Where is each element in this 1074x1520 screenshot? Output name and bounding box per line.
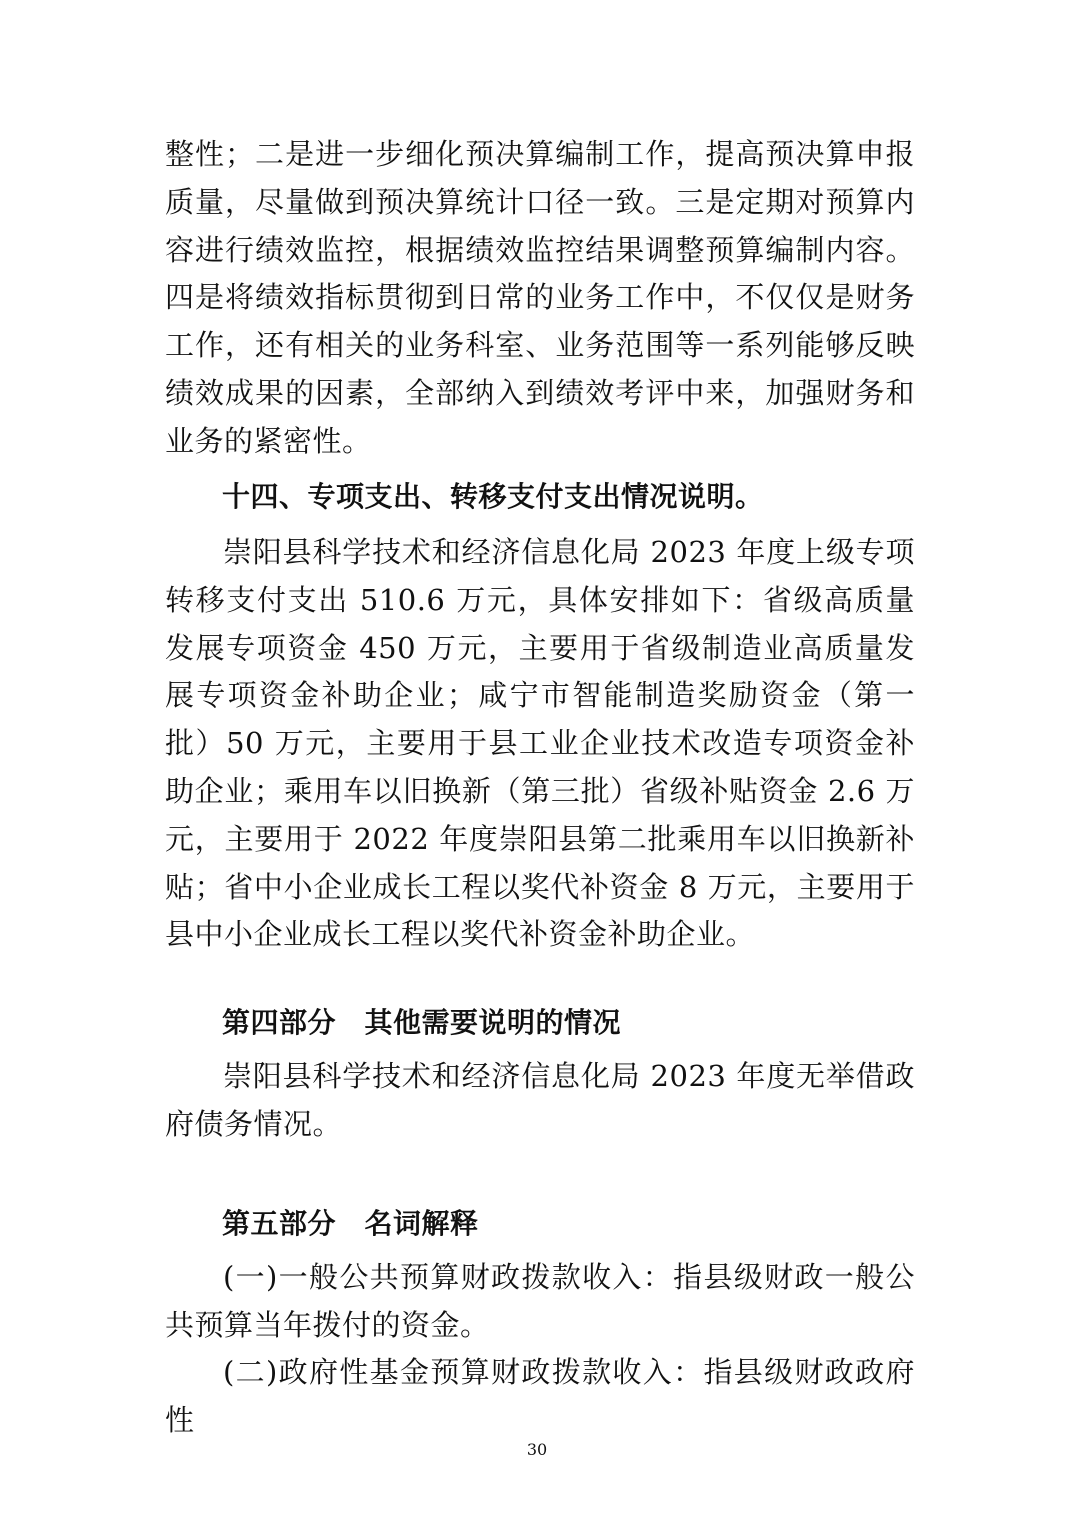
section-heading-special-transfer: 十四、专项支出、转移支付支出情况说明。 [222,480,764,513]
paragraph-term-fund-budget: (二)政府性基金预算财政拨款收入：指县级财政政府性 [165,1355,915,1437]
paragraph-government-debt: 崇阳县科学技术和经济信息化局 2023 年度无举借政府债务情况。 [165,1059,915,1141]
paragraph-term-general-budget: (一)一般公共预算财政拨款收入：指县级财政一般公共预算当年拨付的资金。 [165,1260,915,1342]
section-heading-part-four: 第四部分 其他需要说明的情况 [222,1006,622,1039]
section-heading-part-five: 第五部分 名词解释 [222,1207,479,1240]
paragraph-performance-measures: 整性；二是进一步细化预决算编制工作，提高预决算申报质量，尽量做到预决算统计口径一致。三是定期对预算内容进行绩效监控，根据绩效监控结果调整预算编制内容。四是将绩效指标贯彻到日常的业务工作中，不仅仅是财务工作，还有相关的业务科室、业务范围等一系列能够反映绩效成果的因素，全部纳入到绩效考评中来，加强财务和业务的紧密性。 [165,137,915,458]
page-number: 30 [526,1440,548,1459]
paragraph-special-transfer: 崇阳县科学技术和经济信息化局 2023 年度上级专项转移支付支出 510.6 万元，具体安排如下：省级高质量发展专项资金 450 万元，主要用于省级制造业高质量发展专项资金补助企业；咸宁市智能制造奖励资金（第一批）50 万元，主要用于县工业企业技术改造专项资金补助企业；乘用车以旧换新（第三批）省级补贴资金 2.6 万元，主要用于 2022 年度崇阳县第二批乘用车以旧换新补贴；省中小企业成长工程以奖代补资金 8 万元，主要用于县中小企业成长工程以奖代补资金补助企业。 [165,535,915,952]
